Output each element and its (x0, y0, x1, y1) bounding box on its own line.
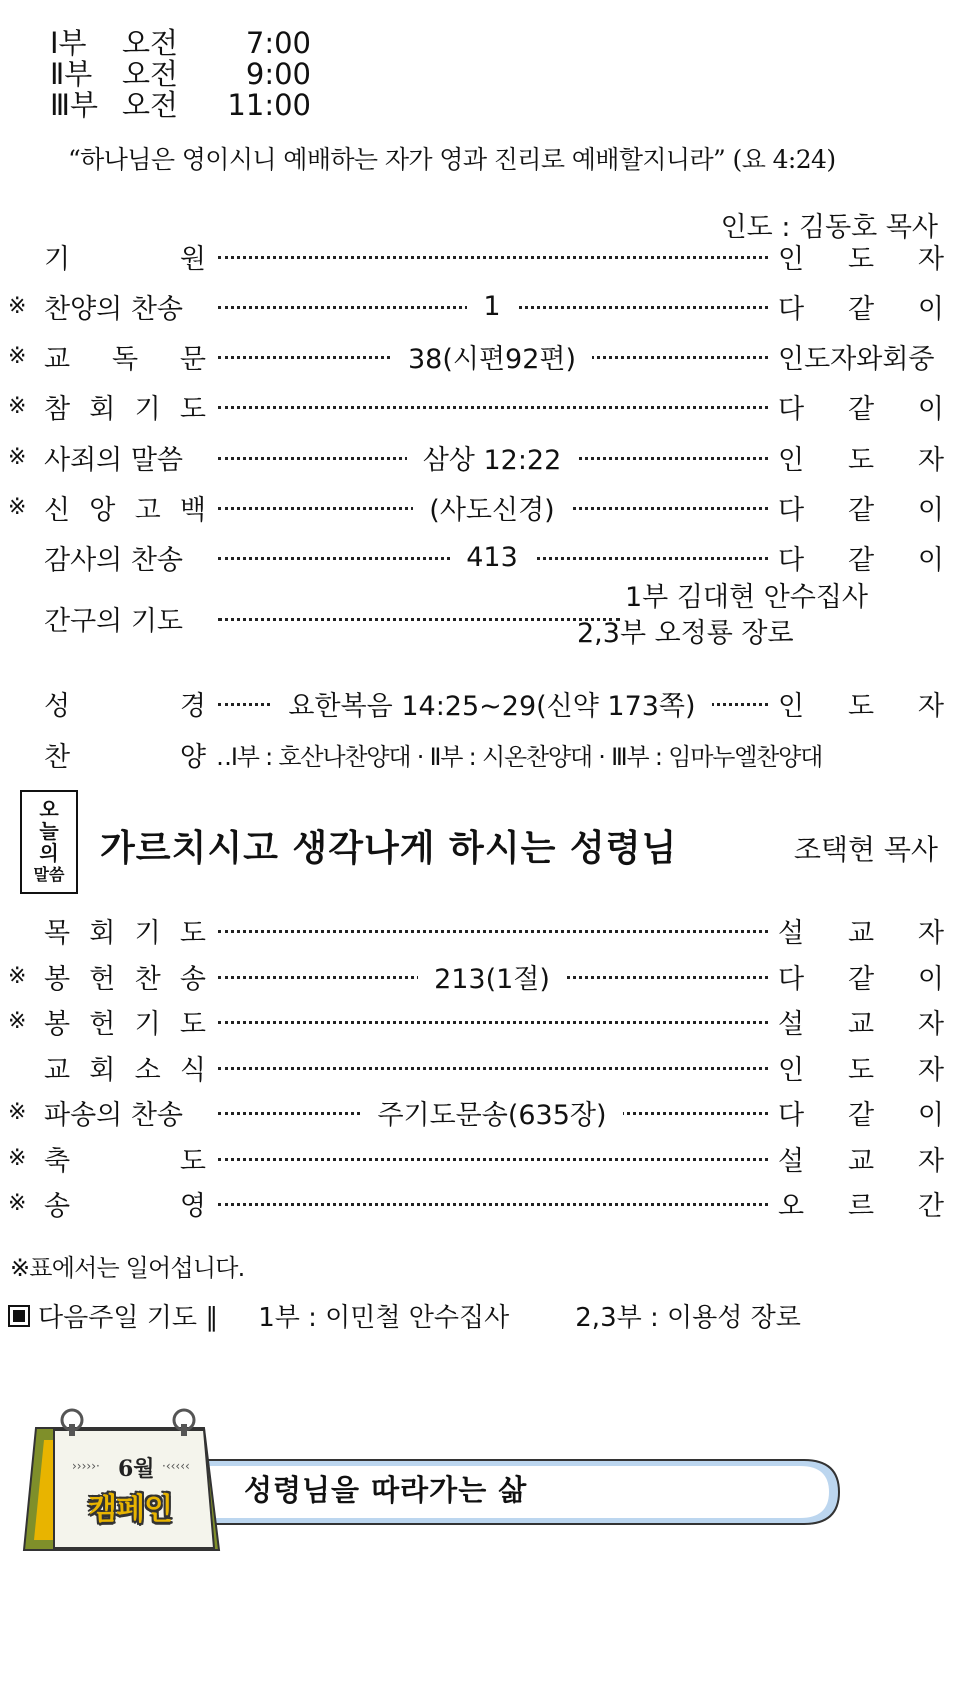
order-item-detail: 38(시편92편) (392, 337, 592, 376)
order-item-responsible: 설 교 자 (778, 1008, 944, 1040)
service-ampm: 오전 (122, 88, 179, 122)
stand-marker: ※ (8, 1099, 27, 1125)
order-item-responsible: 인 도 자 (778, 444, 944, 476)
service-part: Ⅱ부 (50, 57, 93, 91)
service-ampm: 오전 (122, 57, 179, 91)
dotted-leader (206, 598, 630, 638)
next-week-part23: 2,3부 : 이용성 장로 (575, 1303, 801, 1333)
order-item (8, 537, 944, 577)
dotted-leader (206, 236, 778, 276)
order-item-detail: 213(1절) (418, 957, 566, 996)
dotted-leader (206, 1047, 778, 1087)
order-item-detail: 삼상 12:22 (407, 438, 578, 477)
order-item (8, 956, 944, 996)
order-item-label: 감사의 찬송 (44, 544, 183, 576)
order-item (8, 286, 944, 326)
order-item-label: 신 앙 고 백 (44, 494, 206, 526)
service-part: Ⅲ부 (50, 88, 99, 122)
dotted-leader (206, 336, 778, 376)
order-item (8, 236, 944, 276)
order-item-label: 봉 헌 찬 송 (44, 963, 206, 995)
service-ampm: 오전 (122, 26, 179, 60)
dotted-leader (206, 683, 778, 723)
stand-marker: ※ (8, 393, 27, 419)
service-times (50, 28, 311, 121)
order-item (8, 487, 944, 527)
order-item-responsible: 인 도 자 (778, 690, 944, 722)
dotted-leader (206, 1183, 778, 1223)
sermon-title: 가르치시고 생각나게 하시는 성령님 (100, 828, 678, 869)
order-item-label: 기 원 (44, 243, 206, 275)
worship-leader: 인도 : 김동호 목사 (720, 212, 938, 243)
prayer-leader-1: 1부 김대현 안수집사 (625, 582, 868, 613)
campaign-month: 6월 (118, 1456, 155, 1482)
order-item-detail: (사도신경) (413, 488, 570, 527)
order-item-label: 목 회 기 도 (44, 917, 206, 949)
preacher: 조택현 목사 (793, 833, 938, 866)
campaign-text: 성령님을 따라가는 삶 (244, 1473, 528, 1507)
order-item (8, 1001, 944, 1041)
dotted-leader (206, 286, 778, 326)
service-row-2 (50, 59, 311, 90)
service-time: 11:00 (227, 88, 311, 122)
order-item (8, 1092, 944, 1132)
service-time: 7:00 (245, 26, 311, 60)
order-item-responsible: 인 도 자 (778, 243, 944, 275)
svg-text:›››››·: ›››››· (72, 1459, 100, 1473)
order-item (8, 1138, 944, 1178)
dotted-leader (206, 1138, 778, 1178)
order-item (8, 386, 944, 426)
service-row-1 (50, 28, 311, 59)
stand-marker: ※ (8, 1145, 27, 1171)
next-week-part1: 1부 : 이민철 안수집사 (258, 1303, 510, 1333)
order-item-responsible: 다 같 이 (778, 1099, 944, 1131)
order-item (8, 336, 944, 376)
order-item-label: 봉 헌 기 도 (44, 1008, 206, 1040)
stand-marker: ※ (8, 1190, 27, 1216)
dotted-leader (206, 487, 778, 527)
dotted-leader (206, 910, 778, 950)
order-item-responsible: 다 같 이 (778, 494, 944, 526)
order-item-responsible: 인도자와회중 (778, 343, 935, 375)
order-item-detail: 요한복음 14:25~29(신약 173쪽) (272, 684, 711, 723)
stand-marker: ※ (8, 963, 27, 989)
order-item-responsible: 다 같 이 (778, 544, 944, 576)
service-row-3 (50, 90, 311, 121)
dotted-leader (206, 437, 778, 477)
order-item (8, 683, 944, 723)
order-item (8, 1183, 944, 1223)
order-item-responsible: 설 교 자 (778, 1145, 944, 1177)
dotted-leader (206, 1092, 778, 1132)
dotted-leader (206, 386, 778, 426)
standing-notice: ※표에서는 일어섭니다. (10, 1254, 245, 1282)
choir-text: ‥Ⅰ부 : 호산나찬양대 · Ⅱ부 : 시온찬양대 · Ⅲ부 : 임마누엘찬양대 (216, 743, 823, 771)
order-item-label: 교 회 소 식 (44, 1054, 206, 1086)
order-item-detail: 1 (467, 291, 516, 322)
order-item-label: 참 회 기 도 (44, 393, 206, 425)
campaign-word: 캠페인 (88, 1492, 172, 1527)
service-time: 9:00 (245, 57, 311, 91)
service-part: Ⅰ부 (50, 26, 87, 60)
order-item (8, 598, 630, 638)
order-item-responsible: 인 도 자 (778, 1054, 944, 1086)
order-item-responsible: 다 같 이 (778, 393, 944, 425)
campaign-banner (14, 1400, 844, 1570)
order-item-label: 교 독 문 (44, 343, 206, 375)
order-item (8, 1047, 944, 1087)
dotted-leader (206, 956, 778, 996)
order-item-label: 송 영 (44, 1190, 206, 1222)
order-item-responsible: 오 르 간 (778, 1190, 944, 1222)
choir-row (8, 735, 822, 774)
next-week-label: 다음주일 기도 ∥ (38, 1303, 219, 1333)
stand-marker: ※ (8, 444, 27, 470)
order-item-responsible: 다 같 이 (778, 963, 944, 995)
order-item (8, 910, 944, 950)
dotted-leader (206, 537, 778, 577)
stand-marker: ※ (8, 343, 27, 369)
square-bullet-icon (8, 1305, 30, 1327)
intercession-prayer-leaders (577, 580, 868, 652)
stand-marker: ※ (8, 1008, 27, 1034)
prayer-leader-2: 2,3부 오정룡 장로 (577, 618, 794, 649)
theme-verse: “하나님은 영이시니 예배하는 자가 영과 진리로 예배할지니라” (요 4:24) (68, 145, 836, 174)
order-item-detail: 413 (450, 542, 534, 573)
svg-text:·‹‹‹‹‹: ·‹‹‹‹‹ (162, 1459, 190, 1473)
order-item-responsible: 설 교 자 (778, 917, 944, 949)
order-item-label: 간구의 기도 (44, 605, 183, 637)
order-item-label: 사죄의 말씀 (44, 444, 183, 476)
order-item (8, 437, 944, 477)
stand-marker: ※ (8, 293, 27, 319)
dotted-leader (206, 1001, 778, 1041)
todays-word-badge: 오 늘 의 말씀 (20, 790, 78, 894)
stand-marker: ※ (8, 494, 27, 520)
choir-label: 찬 양 (44, 742, 206, 773)
next-week-prayer (8, 1297, 801, 1334)
order-item-label: 파송의 찬송 (44, 1099, 183, 1131)
order-item-responsible: 다 같 이 (778, 293, 944, 325)
order-item-label: 축 도 (44, 1145, 206, 1177)
order-item-detail: 주기도문송(635장) (361, 1093, 622, 1132)
order-item-label: 성 경 (44, 690, 206, 722)
order-item-label: 찬양의 찬송 (44, 293, 183, 325)
